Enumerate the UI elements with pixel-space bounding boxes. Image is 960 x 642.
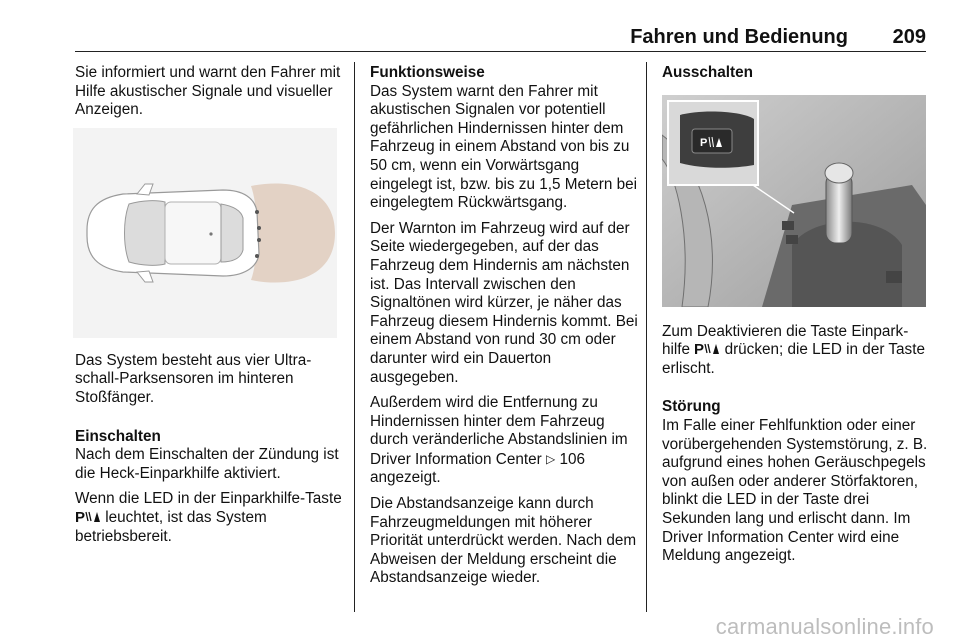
page-reference[interactable]: 106 xyxy=(559,450,585,468)
page-header xyxy=(75,26,926,48)
intro-paragraph: Sie informiert und warnt den Fahrer mit Hilfe akustischer Signale und visueller Anzeigen. xyxy=(75,64,341,119)
car-parking-sensor-illustration xyxy=(73,128,337,338)
led-paragraph xyxy=(75,490,345,546)
header-title: Fahren und Bedienung xyxy=(630,26,848,48)
park-assist-icon xyxy=(75,509,101,524)
gear-shifter-button-illustration xyxy=(662,95,926,307)
ausschalten-heading: Ausschalten xyxy=(662,64,753,81)
column-divider xyxy=(354,62,355,612)
ausschalten-text-before: Zum Deaktivieren die Taste Einparkhilfe xyxy=(662,322,909,359)
funktionsweise-p4: Die Abstandsanzeige kann durch Fahrzeugmeldungen mit höherer Priorität unterdrückt werden. Nach dem Abweisen der Meldung erscheint die Abstandsanzeige wieder. xyxy=(370,495,637,587)
led-text-before: Wenn die LED in der Einparkhilfe-Taste xyxy=(75,490,342,508)
funktionsweise-heading: Funktionsweise xyxy=(370,64,485,81)
ausschalten-paragraph xyxy=(662,323,930,379)
stoerung-text: Im Falle einer Fehlfunktion oder einer vorübergehenden Systemstörung, z. B. aufgrund eines hohen Geräuschpegels von außen oder anderer Störfaktoren, blinkt die LED in der Taste drei Sekunden lang und erlischt dann. Im Driver Information Center wird eine Meldung angezeigt. xyxy=(662,416,928,565)
column-right xyxy=(662,64,930,573)
p3-text: Außerdem wird die Entfernung zu Hindernissen hinter dem Fahrzeug durch veränderliche Abstandslinien im Driver Information Center xyxy=(370,394,628,468)
page-reference-arrow-icon: ▷ xyxy=(545,451,556,466)
ausschalten-text-after: drücken; die LED in der Taste erlischt. xyxy=(662,341,925,377)
led-text-after: leuchtet, ist das System betriebsbereit. xyxy=(75,508,267,545)
watermark: carmanualsonline.info xyxy=(715,614,934,639)
p3-text-end: angezeigt. xyxy=(370,469,441,487)
stoerung-heading: Störung xyxy=(662,398,721,416)
einschalten-text: Nach dem Einschalten der Zündung ist die Heck-Einparkhilfe aktiviert. xyxy=(75,446,339,482)
header-rule xyxy=(75,51,926,52)
column-divider xyxy=(646,62,647,612)
page-number: 209 xyxy=(892,26,926,48)
funktionsweise-p3 xyxy=(370,394,638,488)
column-left xyxy=(75,64,345,553)
svg-text:P: P xyxy=(694,341,705,357)
svg-text:P: P xyxy=(75,508,86,524)
sensors-paragraph: Das System besteht aus vier Ultraschall-Parksensoren im hinteren Stoßfänger. xyxy=(75,351,312,406)
funktionsweise-p2: Der Warnton im Fahrzeug wird auf der Seite wiedergegeben, auf der das Fahrzeug dem Hindernis am nächsten ist. Das Intervall zwischen den Signaltönen wird kürzer, je näher das Fahrzeug diesem Hindernis kommt. Bei einem Abstand von rund 30 cm oder darunter wird ein Dauerton ausgegeben. xyxy=(370,219,638,386)
park-assist-icon xyxy=(694,341,720,356)
column-middle xyxy=(370,64,638,595)
svg-text:P: P xyxy=(700,136,708,149)
funktionsweise-p1: Das System warnt den Fahrer mit akustischen Signalen vor potentiell gefährlichen Hindernissen hinter dem Fahrzeug in einem Abstand von bis zu 50 cm, wenn ein Vorwärtsgang eingelegt ist, bzw. bis zu 1,5 Metern bei eingelegtem Rückwärtsgang. xyxy=(370,82,637,212)
einschalten-heading: Einschalten xyxy=(75,427,161,445)
